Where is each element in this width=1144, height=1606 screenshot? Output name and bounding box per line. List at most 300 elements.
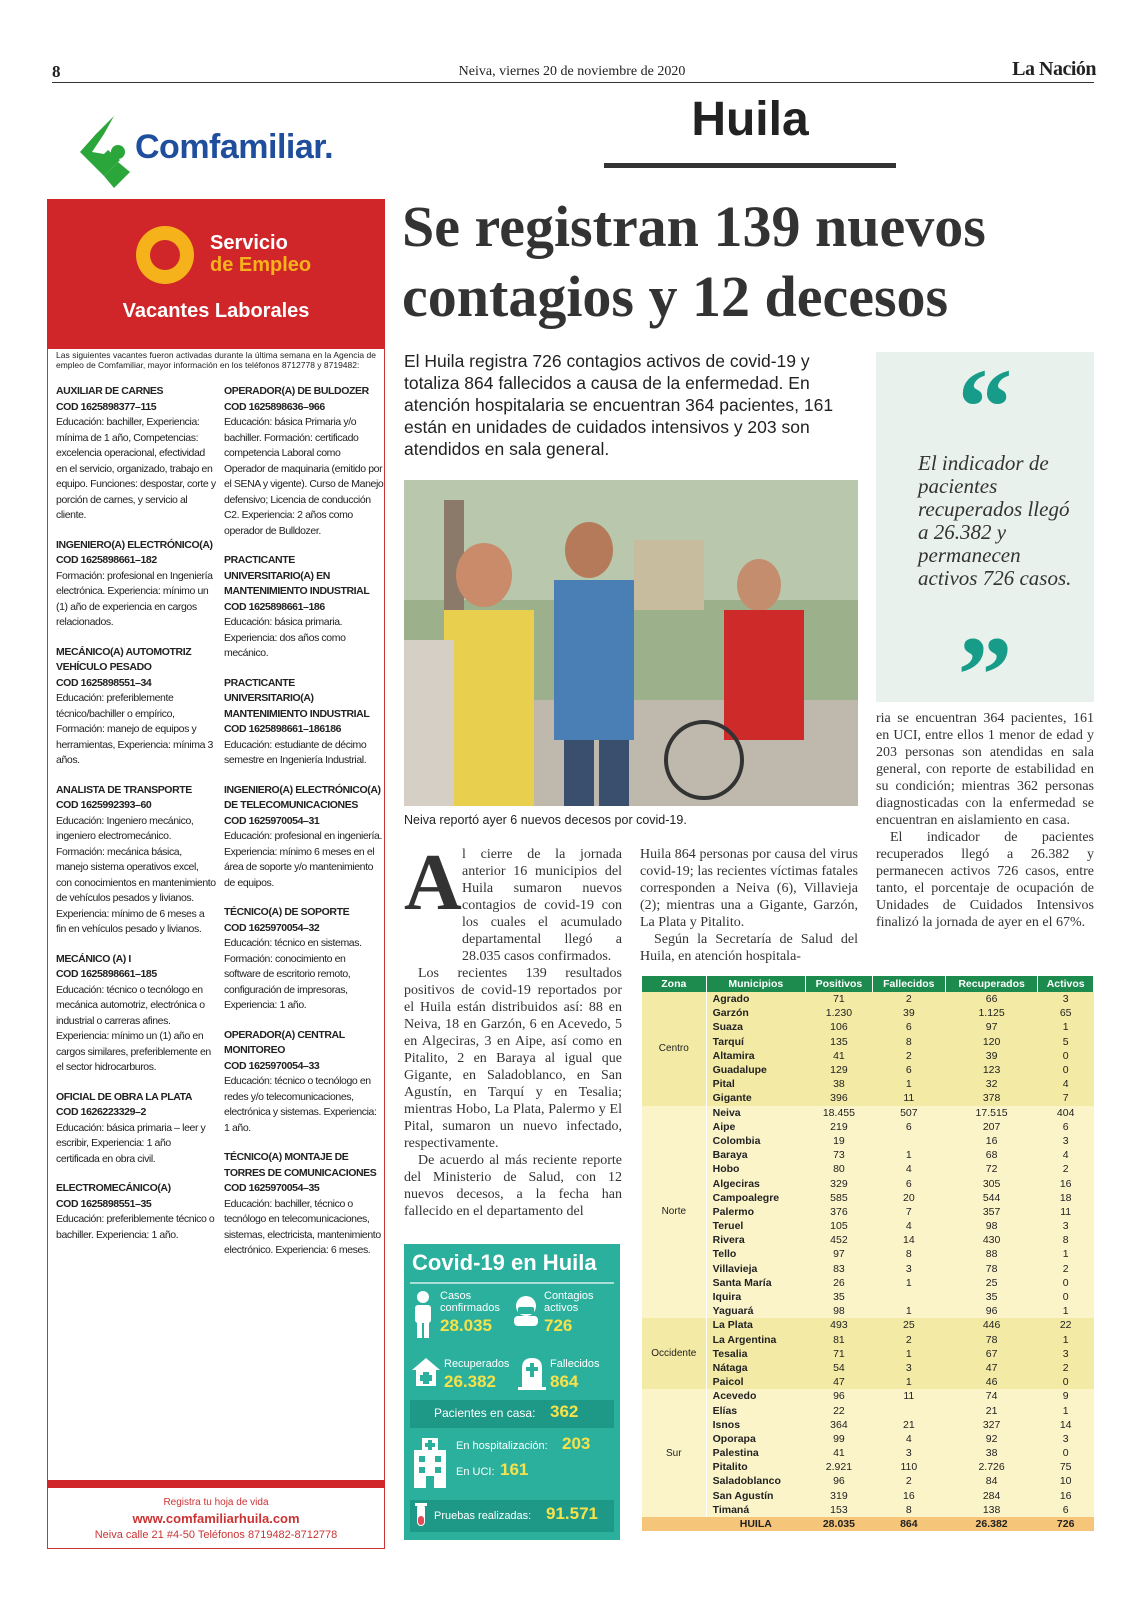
value-cell: 4 [1038,1148,1094,1162]
value-cell: 6 [872,1176,945,1190]
value-cell: 219 [805,1120,872,1134]
recovered-label: Recuperados [444,1358,510,1370]
value-cell: 2.726 [945,1460,1038,1474]
value-cell: 2 [872,1474,945,1488]
value-cell: 71 [805,992,872,1006]
table-row [642,1120,1094,1134]
job-code: COD 1625898661–185 [56,968,157,980]
job-description: Formación: profesional en Ingeniería electrónica. Experiencia: mínimo un (1) año de experiencia en cargos relacionados. [56,569,213,628]
value-cell: 92 [945,1432,1038,1446]
value-cell: 0 [1038,1290,1094,1304]
value-cell: 97 [805,1247,872,1261]
value-cell: 65 [1038,1006,1094,1020]
value-cell: 3 [1038,1134,1094,1148]
table-row [642,1219,1094,1233]
municipality-cell: Paicol [706,1375,805,1389]
value-cell: 98 [945,1219,1038,1233]
value-cell: 32 [945,1077,1038,1091]
total-value: 26.382 [945,1517,1038,1531]
value-cell: 327 [945,1418,1038,1432]
job-code: COD 1625898661–186 [224,600,325,613]
value-cell: 1 [872,1077,945,1091]
municipality-cell: Oporapa [706,1432,805,1446]
value-cell: 16 [1038,1489,1094,1503]
column-header: Positivos [805,976,872,992]
value-cell [872,1134,945,1148]
table-row [642,1418,1094,1432]
job-listing [56,645,216,769]
body-paragraph: El indicador de pacientes recuperados llegó a 26.382 y permanecen activos 726 casos, entre tanto, el porcentaje de ocupación de Unidades de Cuidados Intensivos finalizó la jornada de ayer en el 67%. [876,830,1094,930]
municipality-cell: Tarquí [706,1035,805,1049]
municipality-cell: Palermo [706,1205,805,1219]
value-cell: 1 [1038,1403,1094,1417]
deceased-label: Fallecidos [550,1358,600,1370]
body-paragraph: Según la Secretaría de Salud del Huila, en atención hospitala- [640,932,858,964]
value-cell: 452 [805,1233,872,1247]
icu-value: 161 [500,1460,529,1479]
value-cell: 0 [1038,1276,1094,1290]
value-cell: 1 [1038,1333,1094,1347]
job-listing [56,384,216,524]
value-cell: 106 [805,1020,872,1034]
value-cell: 2 [1038,1262,1094,1276]
value-cell: 1 [872,1375,945,1389]
job-title: PRACTICANTE UNIVERSITARIO(A) EN MANTENIMIENTO INDUSTRIAL [224,554,370,597]
infobox-title: Covid-19 en Huila [412,1250,597,1275]
tombstone-icon [518,1354,546,1390]
value-cell: 2 [872,992,945,1006]
table-row [642,1262,1094,1276]
job-title: TÉCNICO(A) DE SOPORTE [224,906,350,918]
value-cell: 9 [1038,1389,1094,1403]
value-cell: 120 [945,1035,1038,1049]
municipality-cell: Iquira [706,1290,805,1304]
table-row [642,1389,1094,1403]
job-code: COD 1625970054–33 [224,1059,320,1072]
active-label: Contagios activos [544,1290,594,1314]
value-cell: 544 [945,1191,1038,1205]
table-row [642,1077,1094,1091]
table-row [642,1091,1094,1105]
value-cell: 96 [805,1389,872,1403]
table-row [642,1049,1094,1063]
value-cell: 98 [805,1304,872,1318]
value-cell: 47 [945,1361,1038,1375]
newspaper-logo: La Nación [1012,58,1096,80]
value-cell: 78 [945,1333,1038,1347]
active-value: 726 [544,1316,573,1335]
value-cell: 39 [945,1049,1038,1063]
value-cell: 11 [1038,1205,1094,1219]
value-cell: 8 [1038,1233,1094,1247]
value-cell: 99 [805,1432,872,1446]
value-cell: 4 [1038,1077,1094,1091]
table-row [642,1474,1094,1488]
value-cell: 8 [872,1247,945,1261]
table-row [642,1347,1094,1361]
table-row [642,1290,1094,1304]
municipality-cell: La Plata [706,1318,805,1332]
value-cell: 207 [945,1120,1038,1134]
value-cell: 305 [945,1176,1038,1190]
municipality-cell: Altamira [706,1049,805,1063]
body-col2 [640,846,858,965]
service-icon-inner [150,240,180,270]
job-description: Educación: bachiller, Experiencia: mínima de 1 año, Competencias: excelencia operacional, efectividad en el servicio, organizado, trabajo en equipo. Funciones: despostar, corte y porción de carnes, y servicio al cliente. [56,416,216,521]
job-code: COD 1625898551–35 [56,1197,152,1210]
municipality-cell: Villavieja [706,1262,805,1276]
table-row [642,1106,1094,1120]
table-row [642,1006,1094,1020]
municipality-cell: Agrado [706,992,805,1006]
value-cell: 74 [945,1389,1038,1403]
municipality-cell: Isnos [706,1418,805,1432]
table-row [642,1176,1094,1190]
value-cell: 2 [872,1333,945,1347]
job-listing [56,1090,216,1168]
job-title: ANALISTA DE TRANSPORTE [56,783,192,796]
home-label: Pacientes en casa: [434,1406,536,1420]
value-cell: 446 [945,1318,1038,1332]
issue-date: Neiva, viernes 20 de noviembre de 2020 [458,64,686,79]
value-cell: 378 [945,1091,1038,1105]
article-lead: El Huila registra 726 contagios activos de covid-19 y totaliza 864 fallecidos a causa de la enfermedad. En atención hospitalaria se encuentran 364 pacientes, 161 están en unidades de cuidados intensivos y 203 son atendidos en sala general. [404,351,834,459]
medical-cross-icon [410,1356,442,1388]
municipality-cell: Colombia [706,1134,805,1148]
municipality-cell: Elías [706,1403,805,1417]
hospitalized-label: En hospitalización: [456,1440,548,1452]
hospitalized-value: 203 [562,1434,591,1453]
value-cell: 47 [805,1375,872,1389]
value-cell: 83 [805,1262,872,1276]
job-listing [56,952,216,1076]
ad-footer-url[interactable]: www.comfamiliarhuila.com [132,1511,300,1526]
value-cell: 10 [1038,1474,1094,1488]
value-cell: 7 [872,1205,945,1219]
value-cell: 22 [1038,1318,1094,1332]
table-row [642,1134,1094,1148]
hospital-icon [410,1436,450,1488]
value-cell: 1.125 [945,1006,1038,1020]
value-cell: 3 [1038,1432,1094,1446]
value-cell: 96 [805,1474,872,1488]
value-cell: 1 [872,1148,945,1162]
table-row [642,1361,1094,1375]
job-description: Educación: técnico o tecnólogo en mecánica automotriz, electrónica o industrial o carreras afines. Experiencia: mínimo un (1) año en cargos similares, preferiblemente en el sector hidrocarburos. [56,983,211,1073]
value-cell: 6 [872,1120,945,1134]
job-title: AUXILIAR DE CARNES [56,385,164,397]
value-cell: 357 [945,1205,1038,1219]
zone-cell: Sur [642,1389,706,1517]
table-row [642,1503,1094,1517]
value-cell: 123 [945,1063,1038,1077]
job-listing [56,538,216,631]
value-cell: 6 [1038,1503,1094,1517]
municipality-cell: Aipe [706,1120,805,1134]
value-cell: 84 [945,1474,1038,1488]
job-description: Educación: bachiller, técnico o tecnólogo en telecomunicaciones, sistemas, electricista, mantenimiento electrónico. Experiencia: 6 meses. [224,1197,381,1256]
job-description: Educación: profesional en ingeniería. Experiencia: mínimo 6 meses en el área de soporte y/o mantenimiento de equipos. [224,830,382,889]
table-row [642,1205,1094,1219]
value-cell: 3 [1038,992,1094,1006]
value-cell: 2 [1038,1361,1094,1375]
value-cell: 88 [945,1247,1038,1261]
value-cell: 319 [805,1489,872,1503]
value-cell: 96 [945,1304,1038,1318]
value-cell: 11 [872,1091,945,1105]
tests-label: Pruebas realizadas: [434,1510,532,1522]
zone-cell: Centro [642,992,706,1106]
municipality-cell: Palestina [706,1446,805,1460]
job-description: Educación: técnico en sistemas. Formación: conocimiento en software de escritorio remoto, configuración de impresoras, Experiencia: 1 año. [224,937,362,1011]
job-description: Educación: básica Primaria y/o bachiller. Formación: certificado competencia Laboral como Operador de maquinaria (emitido por el SENA y vigente). Curso de Manejo defensivo; Licencia de conducción C2. Experiencia: 2 años como operador de Bulldozer. [224,416,384,537]
value-cell: 72 [945,1162,1038,1176]
municipality-cell: Baraya [706,1148,805,1162]
table-row [642,1276,1094,1290]
total-label: HUILA [706,1517,805,1531]
municipality-cell: Rivera [706,1233,805,1247]
job-description: Educación: estudiante de décimo semestre en Ingeniería Industrial. [224,738,367,766]
body-paragraph: Los recientes 139 resultados positivos de covid-19 reportados por el Huila están distribuidos así: 88 en Neiva, 18 en Garzón, 6 en Acevedo, 5 en Algeciras, 3 en Aipe, así como en Pitalito, 2 en Baraya al igual que Gigante, en Saladoblanco, en San Agustín, en Tarquí y en Tesalia; mientras Hobo, La Plata, Palermo y El Pital, sumaron un nuevo infectado, respectivamente. [404,966,622,1151]
table-row [642,1375,1094,1389]
municipality-cell: Garzón [706,1006,805,1020]
table-row [642,992,1094,1006]
value-cell: 1 [872,1347,945,1361]
municipality-table [642,976,1094,1531]
value-cell: 21 [945,1403,1038,1417]
jobs-column-left [56,384,216,1257]
municipality-cell: Timaná [706,1503,805,1517]
value-cell: 2 [1038,1162,1094,1176]
municipality-cell: Gigante [706,1091,805,1105]
header-rule [52,82,1094,83]
table-row [642,1020,1094,1034]
article-photo [404,480,858,806]
job-title: ELECTROMECÁNICO(A) [56,1182,171,1194]
municipality-cell: Teruel [706,1219,805,1233]
job-title: INGENIERO(A) ELECTRÓNICO(A) [56,538,213,551]
municipality-cell: La Argentina [706,1333,805,1347]
service-label-line2: de Empleo [210,254,312,276]
value-cell: 46 [945,1375,1038,1389]
recovered-value: 26.382 [444,1372,496,1391]
body-col3 [876,710,1094,931]
value-cell: 376 [805,1205,872,1219]
confirmed-label: Casos confirmados [440,1290,500,1314]
table-row [642,1233,1094,1247]
total-value: 864 [872,1517,945,1531]
value-cell: 25 [872,1318,945,1332]
section-underline [604,163,896,168]
municipality-cell: Guadalupe [706,1063,805,1077]
value-cell: 1 [872,1304,945,1318]
value-cell: 6 [872,1020,945,1034]
job-listing [224,1150,384,1259]
body-col1-start: l cierre de la jornada anterior 16 municipios del Huila sumaron nuevos contagios de covid-19 con los cuales el acumulado departamental llegó a 28.035 casos confirmados. [462,847,622,964]
value-cell: 80 [805,1162,872,1176]
value-cell: 430 [945,1233,1038,1247]
value-cell: 25 [945,1276,1038,1290]
value-cell: 16 [1038,1176,1094,1190]
value-cell: 16 [945,1134,1038,1148]
job-title: TÉCNICO(A) MONTAJE DE TORRES DE COMUNICACIONES [224,1151,377,1179]
column-header: Fallecidos [872,976,945,992]
table-row [642,1162,1094,1176]
open-quote-icon: “ [957,346,1013,468]
municipality-cell: Santa María [706,1276,805,1290]
value-cell: 14 [872,1233,945,1247]
value-cell: 66 [945,992,1038,1006]
total-value: 28.035 [805,1517,872,1531]
municipality-cell: Hobo [706,1162,805,1176]
body-col1 [404,965,622,1220]
value-cell: 14 [1038,1418,1094,1432]
masked-face-icon [512,1294,540,1326]
job-listing [224,905,384,1014]
value-cell: 81 [805,1333,872,1347]
street-scene-image [404,480,858,806]
value-cell: 329 [805,1176,872,1190]
job-listing [56,783,216,938]
job-description: Educación: preferiblemente técnico/bachiller o empírico, Formación: manejo de equipos y herramientas, Experiencia: mínima 3 años. [56,692,213,766]
value-cell: 3 [872,1361,945,1375]
value-cell: 18 [1038,1191,1094,1205]
job-code: COD 1625970054–31 [224,814,320,827]
table-row [642,1318,1094,1332]
municipality-cell: Suaza [706,1020,805,1034]
job-title: MECÁNICO(A) AUTOMOTRIZ VEHÍCULO PESADO [56,645,192,673]
icu-label: En UCI: [456,1466,495,1478]
value-cell: 11 [872,1389,945,1403]
value-cell: 3 [1038,1219,1094,1233]
comfamiliar-brand: Comfamiliar. [135,128,334,166]
value-cell: 8 [872,1503,945,1517]
value-cell: 3 [872,1446,945,1460]
total-value: 726 [1038,1517,1094,1531]
job-code: COD 1625898661–186186 [224,723,342,735]
table-row [642,1191,1094,1205]
value-cell: 1.230 [805,1006,872,1020]
value-cell: 0 [1038,1446,1094,1460]
value-cell: 493 [805,1318,872,1332]
table-row [642,1333,1094,1347]
value-cell: 19 [805,1134,872,1148]
value-cell: 1 [1038,1020,1094,1034]
value-cell: 26 [805,1276,872,1290]
municipality-cell: Tello [706,1247,805,1261]
column-header: Municipios [706,976,805,992]
value-cell: 0 [1038,1063,1094,1077]
value-cell: 585 [805,1191,872,1205]
value-cell: 6 [1038,1120,1094,1134]
municipality-cell: Saladoblanco [706,1474,805,1488]
total-row [642,1517,1094,1531]
value-cell: 153 [805,1503,872,1517]
value-cell: 129 [805,1063,872,1077]
value-cell: 1 [872,1276,945,1290]
value-cell: 75 [1038,1460,1094,1474]
job-code: COD 1625898377–115 [56,400,157,413]
value-cell: 507 [872,1106,945,1120]
value-cell: 22 [805,1403,872,1417]
value-cell: 16 [872,1489,945,1503]
value-cell: 4 [872,1432,945,1446]
ad-footer-cta: Registra tu hoja de vida [163,1497,269,1508]
vacancies-title: Vacantes Laborales [122,300,310,322]
body-paragraph: ria se encuentran 364 pacientes, 161 en UCI, entre ellos 1 menor de edad y 203 personas son atendidas en sala general, con reporte de estabilidad en su condición; mientras 362 personas diagnosticadas con la enfermedad se encuentran en aislamiento en casa. [876,711,1094,828]
municipality-cell: Pitalito [706,1460,805,1474]
infobox-rule [410,1282,614,1284]
value-cell: 1 [1038,1247,1094,1261]
job-title: INGENIERO(A) ELECTRÓNICO(A) DE TELECOMUNICACIONES [224,783,381,811]
comfamiliar-logo-icon [74,112,136,190]
value-cell: 78 [945,1262,1038,1276]
table-row [642,1304,1094,1318]
value-cell: 2 [872,1049,945,1063]
job-title: OPERADOR(A) DE BULDOZER [224,385,369,397]
job-code: COD 1625898636–966 [224,400,325,413]
value-cell: 71 [805,1347,872,1361]
value-cell: 4 [872,1219,945,1233]
total-zone-cell [642,1517,706,1531]
job-title: MECÁNICO (A) I [56,952,131,965]
job-description: Educación: básica primaria. Experiencia: dos años como mecánico. [224,616,346,659]
deceased-value: 864 [550,1372,579,1391]
person-icon [410,1290,436,1338]
value-cell: 0 [1038,1375,1094,1389]
value-cell: 39 [872,1006,945,1020]
municipality-cell: Acevedo [706,1389,805,1403]
job-code: COD 1625992393–60 [56,799,152,811]
value-cell: 8 [872,1035,945,1049]
value-cell: 54 [805,1361,872,1375]
value-cell: 2.921 [805,1460,872,1474]
value-cell: 284 [945,1489,1038,1503]
page-number: 8 [52,62,61,81]
pull-quote-text: El indicador de pacientes recuperados llegó a 26.382 y permanecen activos 726 casos. [918,451,1072,590]
ad-intro: Las siguientes vacantes fueron activadas durante la última semana en la Agencia de empleo de Comfamiliar, mayor información en los teléfonos 8712778 y 8719482: [56,350,376,370]
value-cell: 41 [805,1446,872,1460]
municipality-cell: Tesalia [706,1347,805,1361]
value-cell: 20 [872,1191,945,1205]
value-cell: 5 [1038,1035,1094,1049]
municipality-cell: Neiva [706,1106,805,1120]
value-cell: 17.515 [945,1106,1038,1120]
value-cell: 18.455 [805,1106,872,1120]
close-quote-icon: ” [957,614,1013,736]
table-row [642,1460,1094,1474]
value-cell: 3 [1038,1347,1094,1361]
job-listing [224,384,384,539]
value-cell: 67 [945,1347,1038,1361]
job-listing [224,1028,384,1137]
job-listing [56,1181,216,1243]
service-label-line1: Servicio [210,232,288,254]
jobs-column-right [224,384,384,1273]
value-cell: 97 [945,1020,1038,1034]
value-cell: 105 [805,1219,872,1233]
value-cell: 7 [1038,1091,1094,1105]
value-cell: 3 [872,1262,945,1276]
table-row [642,1148,1094,1162]
job-title: PRACTICANTE UNIVERSITARIO(A) MANTENIMIENTO INDUSTRIAL [224,676,370,720]
column-header: Zona [642,976,706,992]
municipality-cell: Nátaga [706,1361,805,1375]
home-value: 362 [550,1402,579,1421]
tests-value: 91.571 [546,1504,598,1523]
ad-footer-bar [47,1480,385,1488]
job-title: OFICIAL DE OBRA LA PLATA [56,1090,193,1103]
